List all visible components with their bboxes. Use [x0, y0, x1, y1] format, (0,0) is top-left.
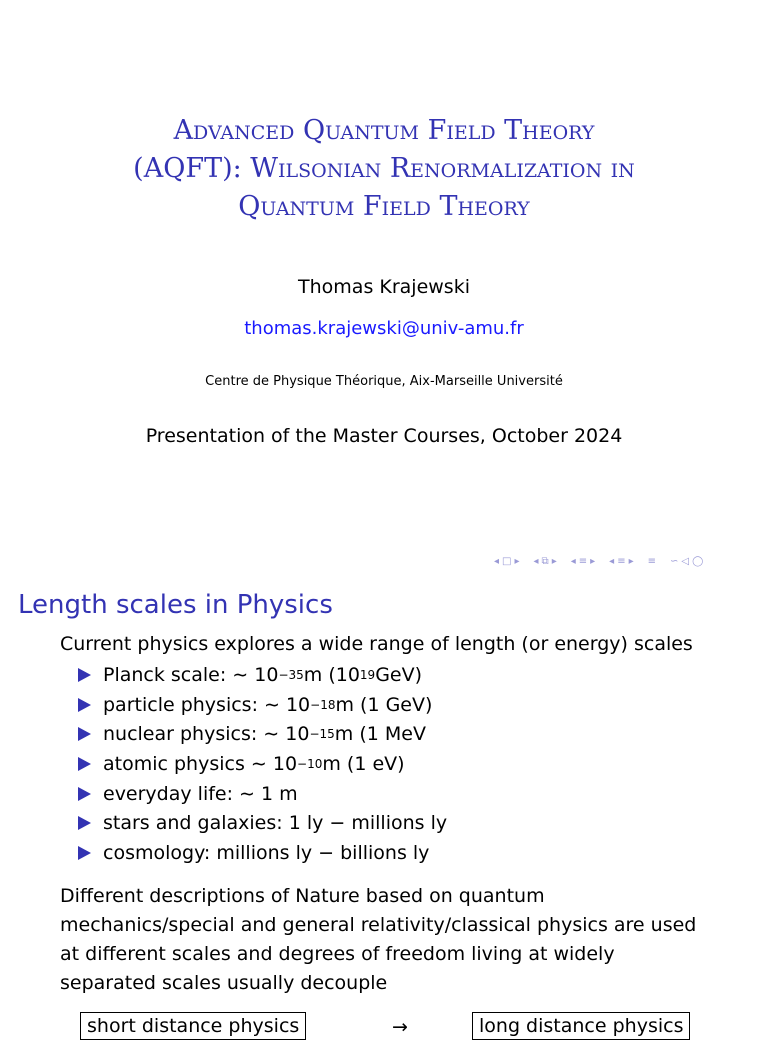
paragraph-line-3: at different scales and degrees of freedom living at widely	[60, 943, 615, 965]
triangle-bullet-icon	[78, 787, 91, 801]
list-item	[78, 779, 447, 809]
list-item: nuclear physics: ∼ 10 −15 m (1 MeV	[78, 719, 447, 749]
triangle-bullet-icon	[78, 816, 91, 830]
list-item: atomic physics ∼ 10 −10 m (1 eV)	[78, 749, 447, 779]
right-arrow-icon: →	[392, 1016, 408, 1038]
item-text: m (10	[303, 663, 360, 686]
presentation-title	[40, 112, 728, 226]
nav-slide-icon[interactable]: □	[502, 556, 512, 567]
scales-list	[78, 660, 447, 868]
nav-search-icon[interactable]: ∽	[670, 556, 679, 567]
list-item: Planck scale: ∼ 10 −35 m (10 19 GeV)	[78, 660, 447, 690]
event-line: Presentation of the Master Courses, October 2024	[145, 425, 623, 447]
intro-text: Current physics explores a wide range of length (or energy) scales	[60, 633, 693, 655]
length-scales-slide	[0, 576, 768, 1038]
decoupling-paragraph	[60, 882, 750, 998]
beamer-navigation-bar	[494, 554, 703, 570]
item-text: m (1 eV)	[322, 752, 405, 775]
nav-next-frame-icon[interactable]: ▸	[551, 556, 557, 567]
list-item	[78, 838, 447, 868]
triangle-bullet-icon	[78, 668, 91, 682]
list-item	[78, 808, 447, 838]
item-text: particle physics: ∼ 10	[103, 693, 311, 716]
nav-back-icon[interactable]: ◁	[681, 556, 690, 567]
author-email-link[interactable]: thomas.krajewski@univ-amu.fr	[244, 318, 524, 339]
nav-prev-section-icon[interactable]: ◂	[609, 556, 615, 567]
paragraph-line-1: Different descriptions of Nature based on quantum	[60, 885, 545, 907]
author-name: Thomas Krajewski	[298, 276, 470, 298]
item-text: atomic physics ∼ 10	[103, 752, 298, 775]
institute: Centre de Physique Théorique, Aix-Marseille Université	[205, 374, 563, 389]
item-text: Planck scale: ∼ 10	[103, 663, 279, 686]
title-line-2: (AQFT): Wilsonian Renormalization in	[133, 153, 635, 184]
title-line-1: Advanced Quantum Field Theory	[173, 115, 595, 146]
item-text: stars and galaxies: 1 ly − millions ly	[103, 812, 448, 835]
paragraph-line-2: mechanics/special and general relativity/classical physics are used	[60, 914, 697, 936]
triangle-bullet-icon	[78, 757, 91, 771]
triangle-bullet-icon	[78, 727, 91, 741]
triangle-bullet-icon	[78, 846, 91, 860]
nav-subsection-icon[interactable]: ≡	[578, 556, 588, 567]
item-text: cosmology: millions ly − billions ly	[103, 841, 430, 864]
item-text: nuclear physics: ∼ 10	[103, 723, 310, 746]
frame-title: Length scales in Physics	[18, 590, 333, 620]
nav-prev-slide-icon[interactable]: ◂	[494, 556, 500, 567]
item-text: m (1 GeV)	[335, 693, 433, 716]
item-text: GeV)	[375, 663, 423, 686]
nav-next-section-icon[interactable]: ▸	[628, 556, 634, 567]
nav-forward-icon[interactable]: ◯	[692, 556, 704, 567]
item-text: everyday life: ∼ 1 m	[103, 782, 298, 805]
nav-outline-icon[interactable]: ≡	[647, 556, 657, 567]
nav-section-icon[interactable]: ≡	[617, 556, 626, 567]
nav-prev-frame-icon[interactable]: ◂	[533, 556, 539, 567]
nav-next-subsection-icon[interactable]: ▸	[590, 556, 596, 567]
paragraph-line-4: separated scales usually decouple	[60, 972, 388, 994]
long-distance-box: long distance physics	[472, 1012, 690, 1040]
item-text: m (1 MeV	[334, 723, 426, 746]
list-item: particle physics: ∼ 10 −18 m (1 GeV)	[78, 690, 447, 720]
nav-prev-subsection-icon[interactable]: ◂	[570, 556, 576, 567]
nav-next-slide-icon[interactable]: ▸	[514, 556, 520, 567]
nav-frame-icon[interactable]: ⧉	[541, 556, 549, 567]
triangle-bullet-icon	[78, 698, 91, 712]
short-distance-box: short distance physics	[80, 1012, 306, 1040]
title-line-3: Quantum Field Theory	[238, 191, 530, 222]
